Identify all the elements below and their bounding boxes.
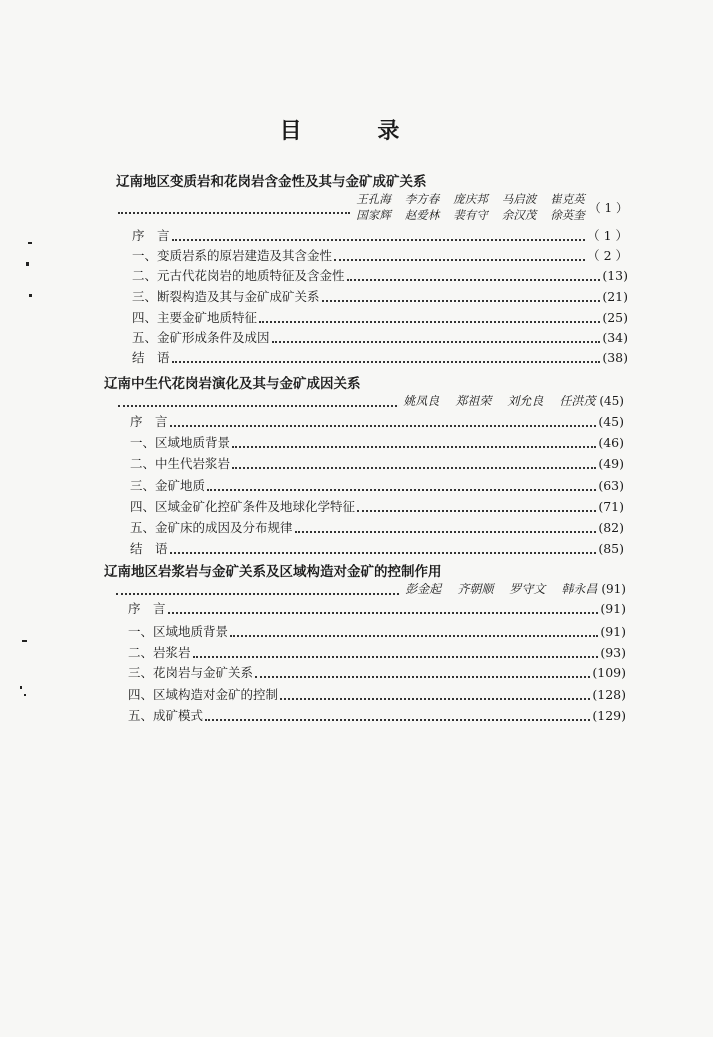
leader-dots bbox=[168, 602, 599, 614]
entry-page: （ 2 ） bbox=[587, 248, 628, 263]
leader-dots bbox=[205, 709, 590, 721]
author: 徐英奎 bbox=[550, 208, 585, 222]
page-title: 目 录 bbox=[279, 119, 434, 144]
leader-dots bbox=[207, 479, 596, 491]
leader-dots bbox=[280, 688, 590, 700]
entry-page: (93) bbox=[600, 645, 626, 660]
toc-entry[interactable] bbox=[128, 665, 626, 681]
leader-dots bbox=[357, 500, 596, 512]
entry-label: 三、花岗岩与金矿关系 bbox=[128, 665, 254, 680]
entry-page: (46) bbox=[598, 435, 624, 450]
entry-label: 四、区域构造对金矿的控制 bbox=[128, 687, 279, 702]
entry-label: 一、区域地质背景 bbox=[130, 435, 231, 450]
section-2-title: 辽南中生代花岗岩演化及其与金矿成因关系 bbox=[104, 376, 361, 392]
entry-label: 二、中生代岩浆岩 bbox=[130, 456, 231, 471]
author: 齐朝顺 bbox=[457, 582, 494, 596]
section-1-authors bbox=[356, 192, 585, 223]
toc-entry[interactable] bbox=[132, 330, 628, 346]
entry-label: 结 语 bbox=[132, 350, 170, 365]
entry-page: (25) bbox=[602, 310, 628, 325]
leader-dots bbox=[347, 269, 601, 281]
toc-entry[interactable] bbox=[130, 478, 624, 494]
section-1-authors-line bbox=[118, 192, 628, 223]
leader-dots bbox=[255, 666, 590, 678]
entry-label: 序 言 bbox=[128, 601, 166, 616]
section-1-title: 辽南地区变质岩和花岗岩含金性及其与金矿成矿关系 bbox=[116, 174, 427, 190]
author: 罗守文 bbox=[509, 582, 546, 596]
scan-speck bbox=[22, 640, 27, 642]
entry-page: (38) bbox=[602, 350, 628, 365]
entry-page: (128) bbox=[592, 687, 626, 702]
scan-speck bbox=[28, 242, 32, 244]
leader-dots bbox=[295, 521, 597, 533]
section-2-authors-line bbox=[118, 392, 624, 409]
toc-entry[interactable] bbox=[132, 350, 628, 366]
toc-entry[interactable] bbox=[132, 228, 628, 244]
entry-page: (91) bbox=[600, 624, 626, 639]
entry-label: 结 语 bbox=[130, 541, 168, 556]
toc-entry[interactable] bbox=[130, 541, 624, 557]
author: 马启波 bbox=[501, 192, 537, 206]
author: 余汉茂 bbox=[501, 208, 537, 222]
entry-page: (71) bbox=[598, 499, 624, 514]
leader-dots bbox=[232, 457, 596, 469]
author: 裴有守 bbox=[453, 208, 488, 222]
entry-label: 五、金矿床的成因及分布规律 bbox=[130, 520, 293, 535]
leader-dots bbox=[232, 436, 596, 448]
toc-entry[interactable] bbox=[128, 687, 626, 703]
entry-page: (129) bbox=[592, 708, 626, 723]
toc-entry[interactable] bbox=[128, 708, 626, 724]
entry-label: 二、岩浆岩 bbox=[128, 645, 191, 660]
scan-speck bbox=[20, 686, 22, 689]
entry-label: 序 言 bbox=[130, 414, 168, 429]
toc-entry[interactable] bbox=[128, 624, 626, 640]
toc-entry[interactable] bbox=[128, 601, 626, 617]
entry-label: 五、金矿形成条件及成因 bbox=[132, 330, 270, 345]
entry-page: (21) bbox=[602, 289, 628, 304]
entry-label: 三、断裂构造及其与金矿成矿关系 bbox=[132, 289, 320, 304]
author: 彭金起 bbox=[405, 582, 442, 596]
toc-entry[interactable] bbox=[132, 310, 628, 326]
entry-page: (82) bbox=[598, 520, 624, 535]
leader-dots bbox=[170, 415, 597, 427]
section-2-authors bbox=[403, 392, 595, 409]
author: 任洪茂 bbox=[559, 394, 596, 408]
entry-page: (45) bbox=[598, 414, 624, 429]
author: 韩永昌 bbox=[561, 582, 598, 596]
leader-dots bbox=[118, 202, 350, 214]
toc-entry[interactable] bbox=[132, 289, 628, 305]
leader-dots bbox=[116, 583, 399, 595]
leader-dots bbox=[118, 395, 397, 407]
author: 国家辉 bbox=[356, 208, 391, 222]
section-2-page: (45) bbox=[599, 393, 624, 408]
leader-dots bbox=[334, 249, 585, 261]
leader-dots bbox=[272, 331, 601, 343]
leader-dots bbox=[193, 646, 599, 658]
entry-label: 四、主要金矿地质特征 bbox=[132, 310, 258, 325]
toc-entry[interactable] bbox=[130, 435, 624, 451]
entry-label: 三、金矿地质 bbox=[130, 478, 206, 493]
section-3-authors-line bbox=[116, 580, 626, 597]
author: 庞庆邦 bbox=[453, 192, 488, 206]
toc-entry[interactable] bbox=[130, 414, 624, 430]
entry-page: (49) bbox=[598, 456, 624, 471]
entry-page: (34) bbox=[602, 330, 628, 345]
leader-dots bbox=[172, 351, 601, 363]
section-3-authors bbox=[405, 580, 597, 597]
entry-page: (63) bbox=[598, 478, 624, 493]
entry-label: 二、元古代花岗岩的地质特征及含金性 bbox=[132, 268, 345, 283]
author: 刘允良 bbox=[507, 394, 544, 408]
section-3-page: (91) bbox=[601, 581, 626, 596]
author: 崔克英 bbox=[550, 192, 585, 206]
leader-dots bbox=[172, 229, 586, 241]
toc-entry[interactable] bbox=[128, 645, 626, 661]
section-1-page: （ 1 ） bbox=[588, 201, 628, 215]
toc-entry[interactable] bbox=[132, 268, 628, 284]
leader-dots bbox=[322, 290, 601, 302]
leader-dots bbox=[170, 542, 597, 554]
entry-label: 五、成矿模式 bbox=[128, 708, 204, 723]
entry-page: (85) bbox=[598, 541, 624, 556]
entry-label: 序 言 bbox=[132, 228, 170, 243]
entry-label: 四、区域金矿化控矿条件及地球化学特征 bbox=[130, 499, 356, 514]
author: 赵爱林 bbox=[404, 208, 440, 222]
entry-page: (13) bbox=[602, 268, 628, 283]
toc-entry[interactable] bbox=[130, 520, 624, 536]
author: 姚凤良 bbox=[403, 394, 440, 408]
toc-entry[interactable] bbox=[130, 456, 624, 472]
section-3-title: 辽南地区岩浆岩与金矿关系及区域构造对金矿的控制作用 bbox=[104, 564, 442, 580]
author: 李方春 bbox=[404, 192, 440, 206]
entry-page: (109) bbox=[592, 665, 626, 680]
entry-label: 一、变质岩系的原岩建造及其含金性 bbox=[132, 248, 333, 263]
scan-speck bbox=[26, 262, 29, 266]
entry-page: (91) bbox=[600, 601, 626, 616]
author: 王孔海 bbox=[356, 192, 391, 206]
leader-dots bbox=[230, 625, 598, 637]
leader-dots bbox=[259, 311, 600, 323]
author: 郑祖荣 bbox=[455, 394, 492, 408]
toc-entry[interactable] bbox=[130, 499, 624, 515]
scan-speck bbox=[29, 294, 32, 297]
scan-speck bbox=[24, 694, 26, 696]
entry-page: （ 1 ） bbox=[587, 228, 628, 243]
toc-entry[interactable] bbox=[132, 248, 628, 264]
entry-label: 一、区域地质背景 bbox=[128, 624, 229, 639]
